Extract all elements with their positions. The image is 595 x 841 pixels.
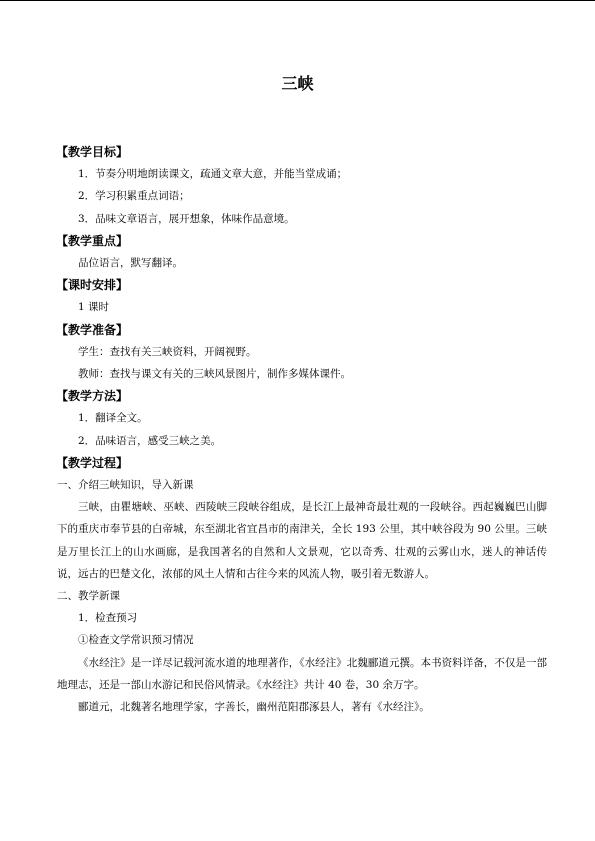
section-heading-objectives: 【教学目标】 <box>56 145 129 159</box>
key-point-item: 品位语言，默写翻译。 <box>78 257 183 270</box>
section-heading-key-points: 【教学重点】 <box>56 233 129 248</box>
method-item: 1．翻译全文。 <box>78 412 148 425</box>
method-item: 2．品味语言，感受三峡之美。 <box>78 434 222 447</box>
process-step-heading: 二、教学新课 <box>57 590 120 603</box>
objective-item: 2．学习积累重点词语； <box>78 190 190 203</box>
objective-item: 3．品味文章语言，展开想象，体味作品意境。 <box>78 212 295 225</box>
document-body <box>57 141 547 718</box>
process-subheading: ①检查文学常识预习情况 <box>78 634 194 647</box>
schedule-item: 1 课时 <box>78 301 110 314</box>
document-title: 三峡 <box>281 74 314 93</box>
process-subheading: 1．检查预习 <box>78 612 138 625</box>
preparation-item: 学生：查找有关三峡资料，开阔视野。 <box>78 345 257 358</box>
section-heading-methods: 【教学方法】 <box>56 389 129 404</box>
section-heading-schedule: 【课时安排】 <box>56 278 129 293</box>
process-step-heading: 一、介绍三峡知识，导入新课 <box>57 479 194 492</box>
preparation-item: 教师：查找与课文有关的三峡风景图片，制作多媒体课件。 <box>78 368 351 381</box>
process-paragraph: 《水经注》是一详尽记载河流水道的地理著作，《水经注》北魏郦道元撰。本书资料详备，不仅是一部地理志，还是一部山水游记和民俗风情录。《水经注》共计 40 卷，30 余万字。 <box>57 656 547 691</box>
process-paragraph: 郦道元，北魏著名地理学家，字善长，幽州范阳郡涿县人，著有《水经注》。 <box>78 701 430 714</box>
section-heading-process: 【教学过程】 <box>56 455 129 470</box>
objective-item: 1．节奏分明地朗读课文，疏通文章大意，并能当堂成诵； <box>78 168 348 181</box>
process-paragraph: 三峡，由瞿塘峡、巫峡、西陵峡三段峡谷组成，是长江上最神奇最壮观的一段峡谷。西起巍巍巴山脚下的重庆市奉节县的白帝城，东至湖北省宜昌市的南津关，全长 193 公里，其中峡谷段为 90 公里。三峡是万里长江上的山水画廊，是我国著名的自然和人文景观，它以奇秀、壮观的云雾山水，迷人的神话传说，远古的巴楚文化，浓郁的风土人情和古往今来的风流人物，吸引着无数游人。 <box>57 501 547 580</box>
section-heading-preparation: 【教学准备】 <box>56 322 129 337</box>
